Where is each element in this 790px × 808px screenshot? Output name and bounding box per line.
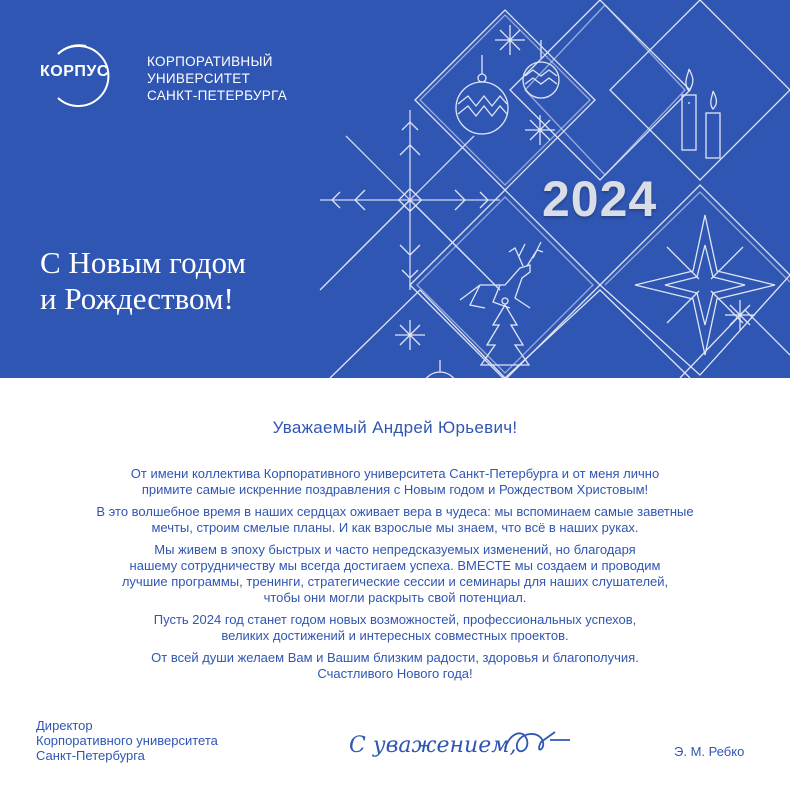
greeting-line: С Новым годом xyxy=(40,245,246,280)
handwritten-signature xyxy=(345,718,585,768)
text-line: Пусть 2024 год станет годом новых возможностей, профессиональных успехов, xyxy=(153,612,637,627)
signer-name: Э. М. Ребко xyxy=(674,744,745,759)
text-line: чтобы они могли раскрыть свой потенциал. xyxy=(263,590,527,605)
letter-paragraph xyxy=(40,612,750,644)
org-line: САНКТ-ПЕТЕРБУРГА xyxy=(147,88,288,103)
year-label: 2024 xyxy=(542,171,658,227)
signer-title-line: Санкт-Петербурга xyxy=(36,748,145,763)
signer-title-line: Корпоративного университета xyxy=(36,733,218,748)
letter-salutation: Уважаемый Андрей Юрьевич! xyxy=(272,418,518,437)
text-line: примите самые искренние поздравления с Новым годом и Рождеством Христовым! xyxy=(141,482,649,497)
letter-paragraph xyxy=(40,542,750,606)
letter-paragraph xyxy=(40,466,750,498)
signer-title-line: Директор xyxy=(36,718,93,733)
logo-text: КОРПУС xyxy=(40,63,109,80)
signer-title xyxy=(36,718,218,763)
text-line: мечты, строим смелые планы. И как взрослые мы знаем, что всё в наших руках. xyxy=(151,520,639,535)
text-line: От всей души желаем Вам и Вашим близким радости, здоровья и благополучия. xyxy=(151,650,639,665)
text-line: Счастливого Нового года! xyxy=(317,666,473,681)
header-banner xyxy=(0,0,790,378)
signature-text: С уважением, xyxy=(349,733,517,758)
text-line: нашему сотрудничеству мы всегда достигаем успеха. ВМЕСТЕ мы создаем и проводим xyxy=(129,558,661,573)
org-name xyxy=(147,53,287,104)
text-line: лучшие программы, тренинги, стратегические сессии и семинары для наших слушателей, xyxy=(121,574,669,589)
greeting-heading xyxy=(40,245,246,317)
text-line: великих достижений и интересных совместных проектов. xyxy=(221,628,569,643)
letter-paragraph xyxy=(40,504,750,536)
letter-body xyxy=(40,466,750,688)
org-line: КОРПОРАТИВНЫЙ xyxy=(147,54,273,69)
text-line: Мы живем в эпоху быстрых и часто непредсказуемых изменений, но благодаря xyxy=(154,542,636,557)
text-line: В это волшебное время в наших сердцах оживает вера в чудеса: мы вспоминаем самые заветные xyxy=(96,504,694,519)
text-line: От имени коллектива Корпоративного университета Санкт-Петербурга и от меня лично xyxy=(130,466,660,481)
greeting-line: и Рождеством! xyxy=(40,281,234,316)
org-line: УНИВЕРСИТЕТ xyxy=(147,71,251,86)
letter-paragraph xyxy=(40,650,750,682)
